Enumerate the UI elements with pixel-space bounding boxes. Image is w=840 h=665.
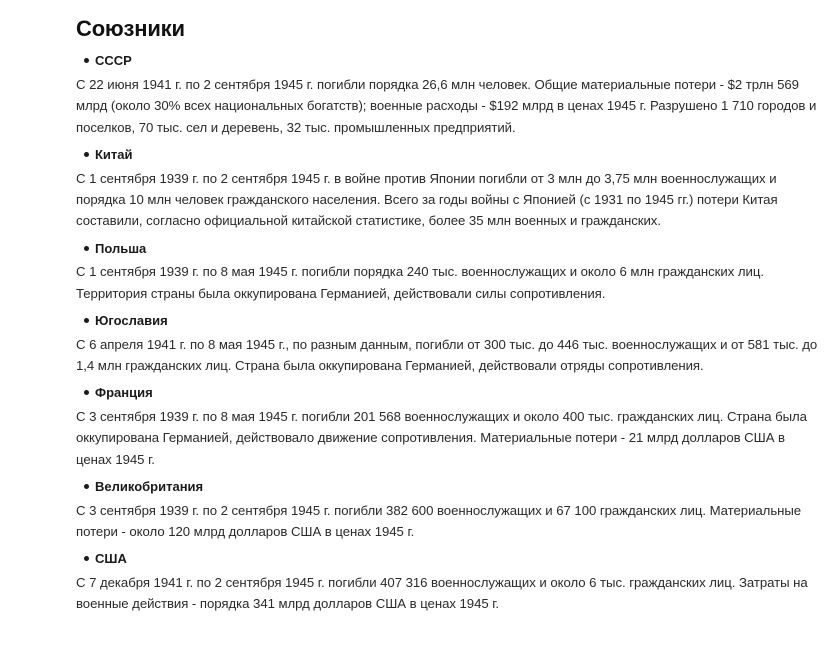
section-france	[76, 384, 822, 470]
section-heading-yugoslavia	[76, 312, 822, 330]
bullet-dot-icon	[84, 484, 89, 489]
section-ussr	[76, 52, 822, 138]
section-heading-label: США	[95, 551, 127, 567]
section-body-china: С 1 сентября 1939 г. по 2 сентября 1945 г. в войне против Японии погибли от 3 млн до 3,75 млн военнослужащих и порядка 10 млн человек гражданского населения. Всего за годы войны с Японией (с 1931 по 1945 гг.) потери Китая составили, согласно официальной китайской статистике, более 35 млн военных и гражданских.	[76, 170, 778, 229]
section-china	[76, 146, 822, 232]
bullet-dot-icon	[84, 246, 89, 251]
section-heading-usa	[76, 550, 822, 568]
bullet-dot-icon	[84, 318, 89, 323]
section-heading-great-britain	[76, 478, 822, 496]
bullet-dot-icon	[84, 152, 89, 157]
section-heading-label: Китай	[95, 147, 133, 163]
section-great-britain	[76, 478, 822, 542]
section-body-great-britain: С 3 сентября 1939 г. по 2 сентября 1945 г. погибли 382 600 военнослужащих и 67 100 гражданских лиц. Материальные потери - около 120 млрд долларов США в ценах 1945 г.	[76, 502, 802, 539]
section-usa	[76, 550, 822, 614]
section-heading-poland	[76, 240, 822, 258]
section-poland	[76, 240, 822, 304]
section-body-yugoslavia: С 6 апреля 1941 г. по 8 мая 1945 г., по разным данным, погибли от 300 тыс. до 446 тыс. военнослужащих и от 581 тыс. до 1,4 млн гражданских лиц. Страна была оккупирована Германией, действовали отряды сопротивления.	[76, 336, 818, 373]
section-body-poland: С 1 сентября 1939 г. по 8 мая 1945 г. погибли порядка 240 тыс. военнослужащих и около 6 млн гражданских лиц. Территория страны была оккупирована Германией, действовали силы сопротивления.	[76, 264, 764, 301]
section-heading-label: Югославия	[95, 313, 168, 329]
section-heading-label: Польша	[95, 240, 147, 256]
bullet-dot-icon	[84, 390, 89, 395]
bullet-dot-icon	[84, 556, 89, 561]
page-title: Союзники	[76, 16, 185, 41]
section-heading-ussr	[76, 52, 822, 70]
section-heading-france	[76, 384, 822, 402]
section-heading-china	[76, 146, 822, 164]
section-body-usa: С 7 декабря 1941 г. по 2 сентября 1945 г. погибли 407 316 военнослужащих и около 6 тыс. гражданских лиц. Затраты на военные действия - порядка 341 млрд долларов США в ценах 1945 г.	[76, 574, 808, 612]
section-heading-label: Франция	[95, 385, 153, 401]
section-heading-label: СССР	[95, 53, 132, 69]
section-body-ussr: С 22 июня 1941 г. по 2 сентября 1945 г. погибли порядка 26,6 млн человек. Общие материальные потери - $2 трлн 569 млрд (около 30% всех национальных богатств); военные расходы - $192 млрд в ценах 1945 г. Разрушено 1 710 городов и поселков, 70 тыс. сел и деревень, 32 тыс. промышленных предприятий.	[76, 76, 817, 135]
section-body-france: С 3 сентября 1939 г. по 8 мая 1945 г. погибли 201 568 военнослужащих и около 400 тыс. гражданских лиц. Страна была оккупирована Германией, действовало движение сопротивления. Материальные потери - 21 млрд долларов США в ценах 1945 г.	[76, 408, 807, 467]
section-heading-label: Великобритания	[95, 479, 204, 494]
section-yugoslavia	[76, 312, 822, 376]
bullet-dot-icon	[84, 58, 89, 63]
